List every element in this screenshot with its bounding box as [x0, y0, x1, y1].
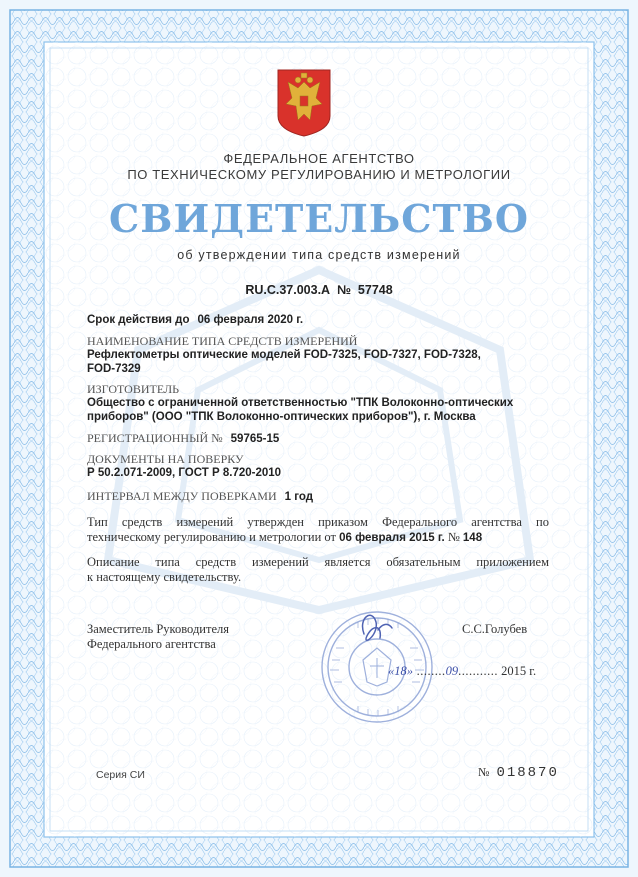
- agency-name-line2: ПО ТЕХНИЧЕСКОМУ РЕГУЛИРОВАНИЮ И МЕТРОЛОГИИ: [127, 167, 511, 182]
- validity-value: 06 февраля 2020 г.: [197, 314, 304, 326]
- instrument-section: [87, 334, 547, 376]
- blank-number: [478, 765, 559, 781]
- blank-number-sign: №: [478, 765, 490, 779]
- signature-day: 18: [394, 664, 407, 678]
- signatory-position-line2: Федерального агентства: [87, 637, 216, 651]
- number-sign: №: [337, 283, 351, 297]
- manufacturer-value-line2: приборов" (ООО "ТПК Волоконно-оптических приборов"), г. Москва: [87, 411, 476, 423]
- approval-line2: [87, 530, 549, 546]
- approval-number-sign: №: [447, 530, 460, 544]
- certificate-number-value: 57748: [357, 283, 393, 297]
- document-subtitle: об утверждении типа средств измерений: [177, 248, 461, 262]
- verification-docs-value: Р 50.2.071-2009, ГОСТ Р 8.720-2010: [87, 467, 282, 479]
- document-title: СВИДЕТЕЛЬСТВО: [109, 196, 529, 241]
- approval-number: 148: [462, 532, 483, 544]
- instrument-value-line2: FOD-7329: [87, 363, 141, 375]
- approval-date: 06 февраля 2015 г.: [339, 532, 445, 544]
- certificate-code: RU.C.37.003.A: [245, 283, 331, 297]
- manufacturer-value-line1: Общество с ограниченной ответственностью "ТПК Волоконно-оптических: [87, 397, 514, 409]
- instrument-label: НАИМЕНОВАНИЕ ТИПА СРЕДСТВ ИЗМЕРЕНИЙ: [87, 334, 358, 348]
- description-line1: Описание типа средств измерений является обязательным приложением: [87, 555, 549, 569]
- manufacturer-section: [87, 382, 547, 424]
- description-line2: к настоящему свидетельству.: [87, 570, 242, 584]
- signature-month: 09: [445, 664, 459, 678]
- signature-date: «18» ........09........... 2015 г.: [388, 664, 537, 678]
- interval-label: ИНТЕРВАЛ МЕЖДУ ПОВЕРКАМИ: [87, 489, 277, 503]
- verification-docs-label: ДОКУМЕНТЫ НА ПОВЕРКУ: [87, 452, 244, 466]
- interval-row: [87, 489, 547, 504]
- registration-label: РЕГИСТРАЦИОННЫЙ №: [87, 431, 223, 445]
- registration-row: [87, 431, 547, 446]
- validity-row: [87, 312, 547, 327]
- approval-line1: Тип средств измерений утвержден приказом Федерального агентства по: [87, 515, 549, 529]
- signatory-name: С.С.Голубев: [462, 622, 528, 636]
- approval-paragraph: [87, 515, 549, 546]
- agency-name-line1: ФЕДЕРАЛЬНОЕ АГЕНТСТВО: [223, 151, 415, 166]
- manufacturer-label: ИЗГОТОВИТЕЛЬ: [87, 382, 180, 396]
- registration-value: 59765-15: [230, 433, 280, 445]
- signatory-position: [87, 622, 229, 652]
- coat-of-arms-emblem: [276, 68, 332, 138]
- description-paragraph: [87, 555, 549, 585]
- verification-docs-section: [87, 452, 547, 480]
- interval-value: 1 год: [284, 491, 314, 503]
- signature-year: 2015 г.: [501, 664, 537, 678]
- signatory-position-line1: Заместитель Руководителя: [87, 622, 229, 636]
- validity-label: Срок действия до: [87, 314, 190, 326]
- certificate-number: [0, 283, 638, 297]
- approval-line2-prefix: техническому регулированию и метрологии от: [87, 530, 336, 544]
- instrument-value-line1: Рефлектометры оптические моделей FOD-7325, FOD-7327, FOD-7328,: [87, 349, 481, 361]
- blank-number-value: 018870: [496, 765, 559, 781]
- series-label: Серия СИ: [96, 769, 145, 781]
